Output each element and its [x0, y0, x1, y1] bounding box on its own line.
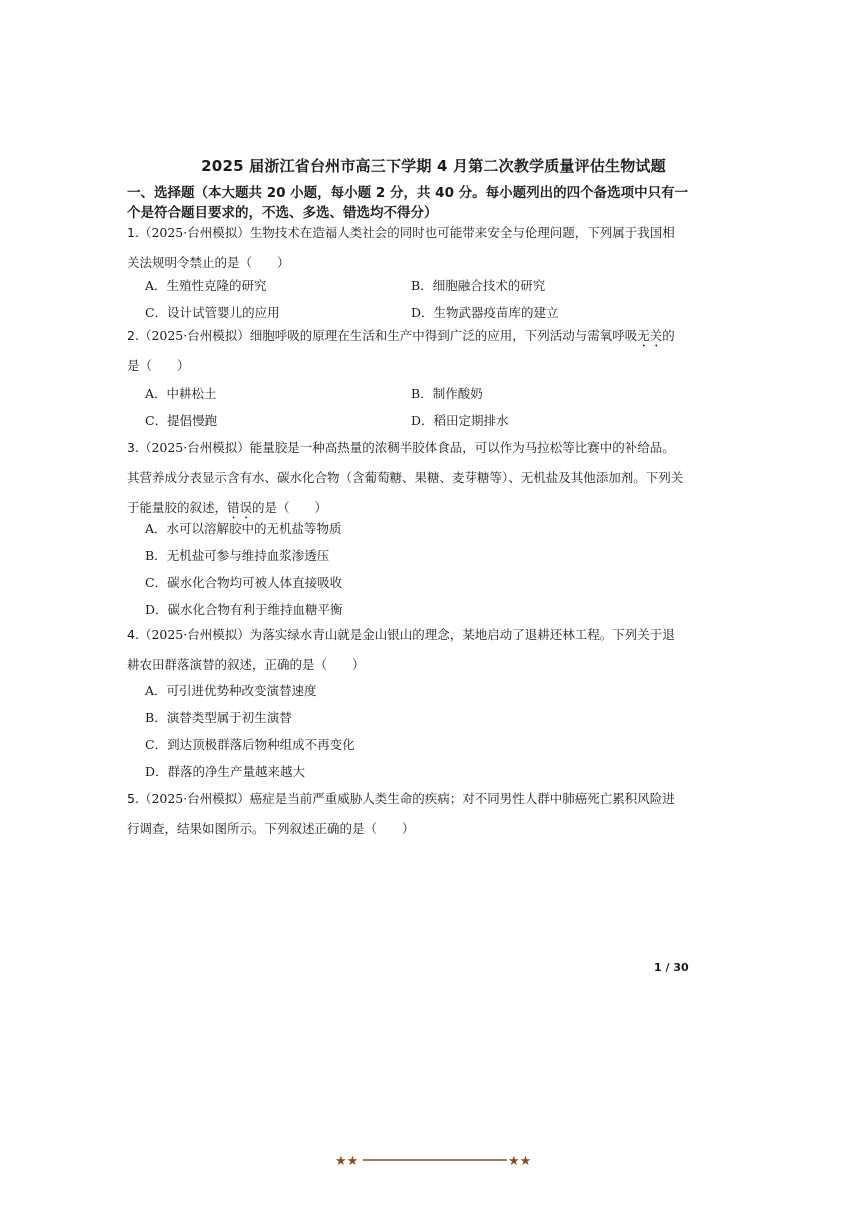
- option-d: D．生物武器疫苗库的建立: [411, 305, 559, 320]
- footer-stars-left: ★★: [335, 1154, 359, 1169]
- question-3-stem: 3.（2025·台州模拟）能量胶是一种高热量的浓稠半胶体食品，可以作为马拉松等比赛中的补给品。其营养成分表显示含有水、碳水化合物（含葡萄糖、果糖、麦芽糖等）、无机盐及其他添加剂。下列关于能量胶的叙述，错误的是（ ）: [127, 440, 684, 515]
- question-5-stem: [127, 784, 687, 844]
- question-number: 3.: [127, 440, 139, 455]
- question-1-stem: [127, 218, 687, 278]
- option-b: B．制作酸奶: [411, 386, 483, 401]
- footer-stars-right: ★★: [508, 1154, 532, 1169]
- option-b: B．细胞融合技术的研究: [411, 278, 546, 293]
- question-2-stem: 2.（2025·台州模拟）细胞呼吸的原理在生活和生产中得到广泛的应用，下列活动与需氧呼吸无关的是（ ）: [127, 328, 675, 373]
- option-c: C．到达顶极群落后物种组成不再变化: [145, 737, 355, 752]
- option-d: D．群落的净生产量越来越大: [145, 764, 306, 779]
- question-text: 癌症是当前严重威胁人类生命的疾病；对不同男性人群中肺癌死亡累积风险进行调查，结果如图所示。下列叙述正确的是（ ）: [127, 791, 675, 836]
- option-b: B．演替类型属于初生演替: [145, 710, 292, 725]
- section-heading: 一、选择题（本大题共 20 小题，每小题 2 分，共 40 分。每小题列出的四个备选项中只有一个是符合题目要求的，不选、多选、错选均不得分）: [127, 185, 689, 221]
- question-source: （2025·台州模拟）: [138, 440, 250, 455]
- emphasized-text: 无关: [637, 328, 663, 343]
- page-number: 1 / 30: [654, 961, 689, 974]
- question-source: （2025·台州模拟）: [138, 328, 250, 343]
- option-c: C．提倡慢跑: [145, 413, 218, 428]
- option-d: D．碳水化合物有利于维持血糖平衡: [145, 602, 343, 617]
- question-number: 5.: [127, 791, 139, 806]
- footer-ornament: [335, 1150, 535, 1170]
- page-title: 2025 届浙江省台州市高三下学期 4 月第二次教学质量评估生物试题: [201, 157, 666, 175]
- option-c: C．碳水化合物均可被人体直接吸收: [145, 575, 343, 590]
- question-source: （2025·台州模拟）: [138, 627, 250, 642]
- question-number: 4.: [127, 627, 139, 642]
- option-a: A．生殖性克隆的研究: [145, 278, 267, 293]
- question-number: 2.: [127, 328, 139, 343]
- question-source: （2025·台州模拟）: [138, 225, 250, 240]
- question-4-stem: [127, 620, 687, 680]
- option-d: D．稻田定期排水: [411, 413, 509, 428]
- emphasized-text: 错误: [227, 500, 253, 515]
- question-number: 1.: [127, 225, 139, 240]
- option-a: A．可引进优势种改变演替速度: [145, 683, 317, 698]
- question-text: 生物技术在造福人类社会的同时也可能带来安全与伦理问题，下列属于我国相关法规明令禁止的是（ ）: [127, 225, 675, 270]
- option-c: C．设计试管婴儿的应用: [145, 305, 280, 320]
- option-a: A．中耕松土: [145, 386, 217, 401]
- question-text: 为落实绿水青山就是金山银山的理念，某地启动了退耕还林工程。下列关于退耕农田群落演替的叙述，正确的是（ ）: [127, 627, 675, 672]
- question-source: （2025·台州模拟）: [138, 791, 250, 806]
- option-a: A．水可以溶解胶中的无机盐等物质: [145, 521, 342, 536]
- option-b: B．无机盐可参与维持血浆渗透压: [145, 548, 330, 563]
